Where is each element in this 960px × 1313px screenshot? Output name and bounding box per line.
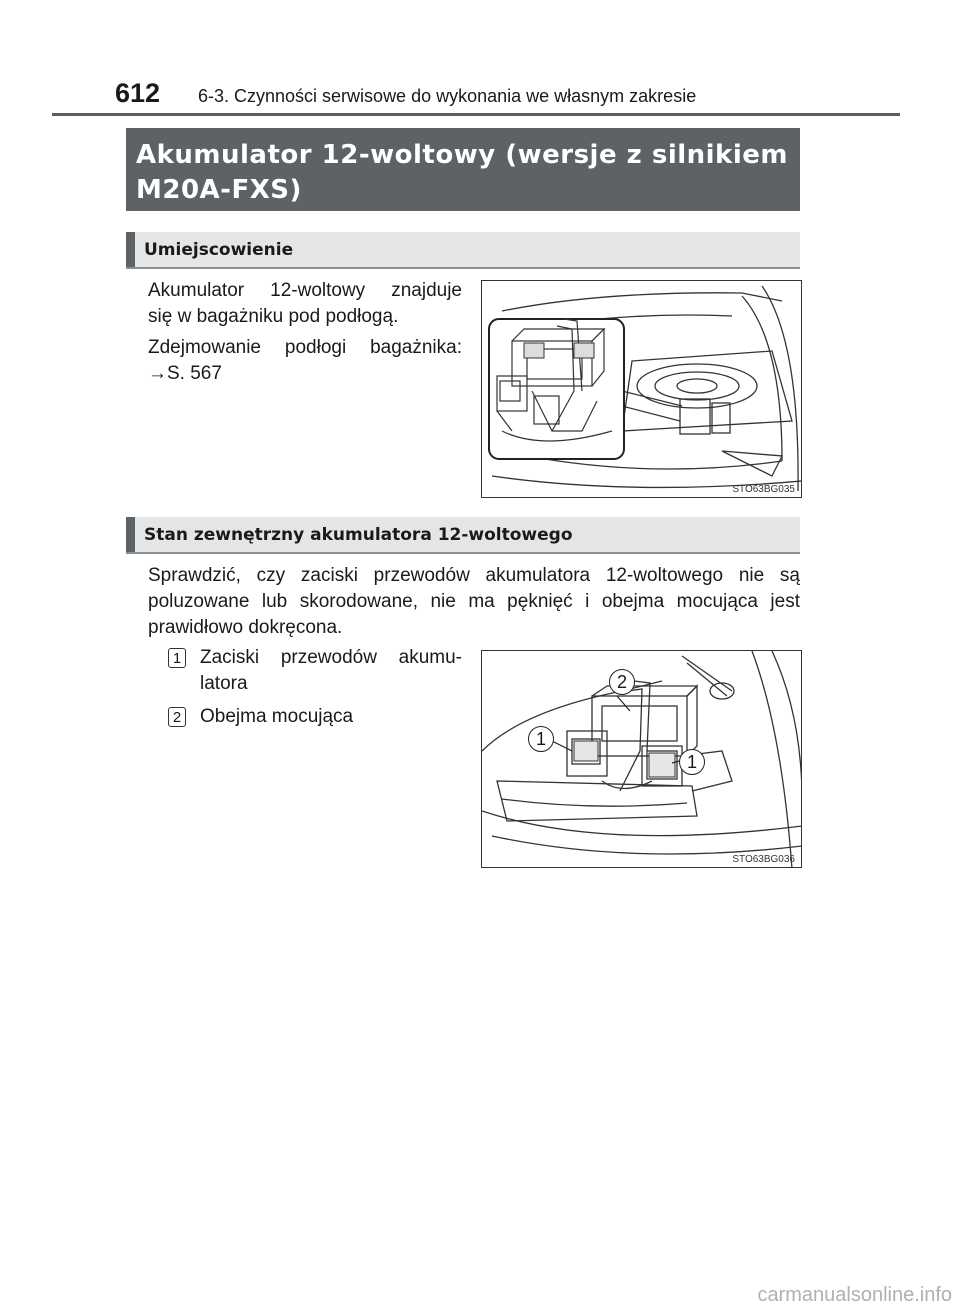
legend-number-2: 2 xyxy=(168,707,186,727)
location-paragraph xyxy=(148,278,462,330)
page-reference-text: S. 567 xyxy=(167,363,222,384)
page-reference[interactable] xyxy=(148,361,462,387)
section-bar xyxy=(126,517,135,552)
trunk-illustration xyxy=(482,281,802,498)
section-heading-label: Stan zewnętrzny akumulatora 12-woltowego xyxy=(144,525,573,545)
legend-text-1-line-2: latora xyxy=(200,673,248,694)
floor-removal-line-1: Zdejmowanie podłogi bagażnika: xyxy=(148,337,462,358)
arrow-icon: → xyxy=(148,363,167,384)
legend-text-2: Obejma mocująca xyxy=(200,706,354,727)
location-line-2: się w bagażniku pod podłogą. xyxy=(148,306,399,327)
callout-1-left: 1 xyxy=(528,726,554,752)
callout-1-right: 1 xyxy=(679,749,705,775)
section-bar xyxy=(126,232,135,267)
condition-paragraph xyxy=(148,563,800,641)
page-number: 612 xyxy=(115,78,161,108)
condition-line-3: prawidłowo dokręcona. xyxy=(148,617,343,638)
title-line-2: M20A-FXS) xyxy=(136,175,302,205)
figure-code: STO63BG036 xyxy=(732,854,795,865)
watermark: carmanualsonline.info xyxy=(757,1284,952,1306)
section-heading-label: Umiejscowienie xyxy=(144,240,294,260)
section-heading-condition xyxy=(126,517,800,554)
title-banner xyxy=(126,128,800,211)
legend-item-1 xyxy=(168,645,464,697)
running-header: 6-3. Czynności serwisowe do wykonania we własnym zakresie xyxy=(198,86,697,106)
callout-2: 2 xyxy=(609,669,635,695)
legend-item-2 xyxy=(168,704,464,730)
location-line-1: Akumulator 12-woltowy znajduje xyxy=(148,280,462,301)
condition-line-2: poluzowane lub skorodowane, nie ma pęknięć i obejma mocująca jest xyxy=(148,591,800,612)
floor-removal-paragraph xyxy=(148,335,462,387)
battery-location-figure xyxy=(481,280,802,498)
figure-code: STO63BG035 xyxy=(732,484,795,495)
battery-condition-figure xyxy=(481,650,802,868)
condition-line-1: Sprawdzić, czy zaciski przewodów akumulatora 12-woltowego nie są xyxy=(148,565,800,586)
battery-illustration xyxy=(482,651,802,868)
header-rule xyxy=(52,113,900,116)
section-heading-location xyxy=(126,232,800,269)
title-line-1: Akumulator 12-woltowy (wersje z silnikiem xyxy=(136,140,788,170)
legend-number-1: 1 xyxy=(168,648,186,668)
legend-text-1-line-1: Zaciski przewodów akumu- xyxy=(200,647,462,668)
